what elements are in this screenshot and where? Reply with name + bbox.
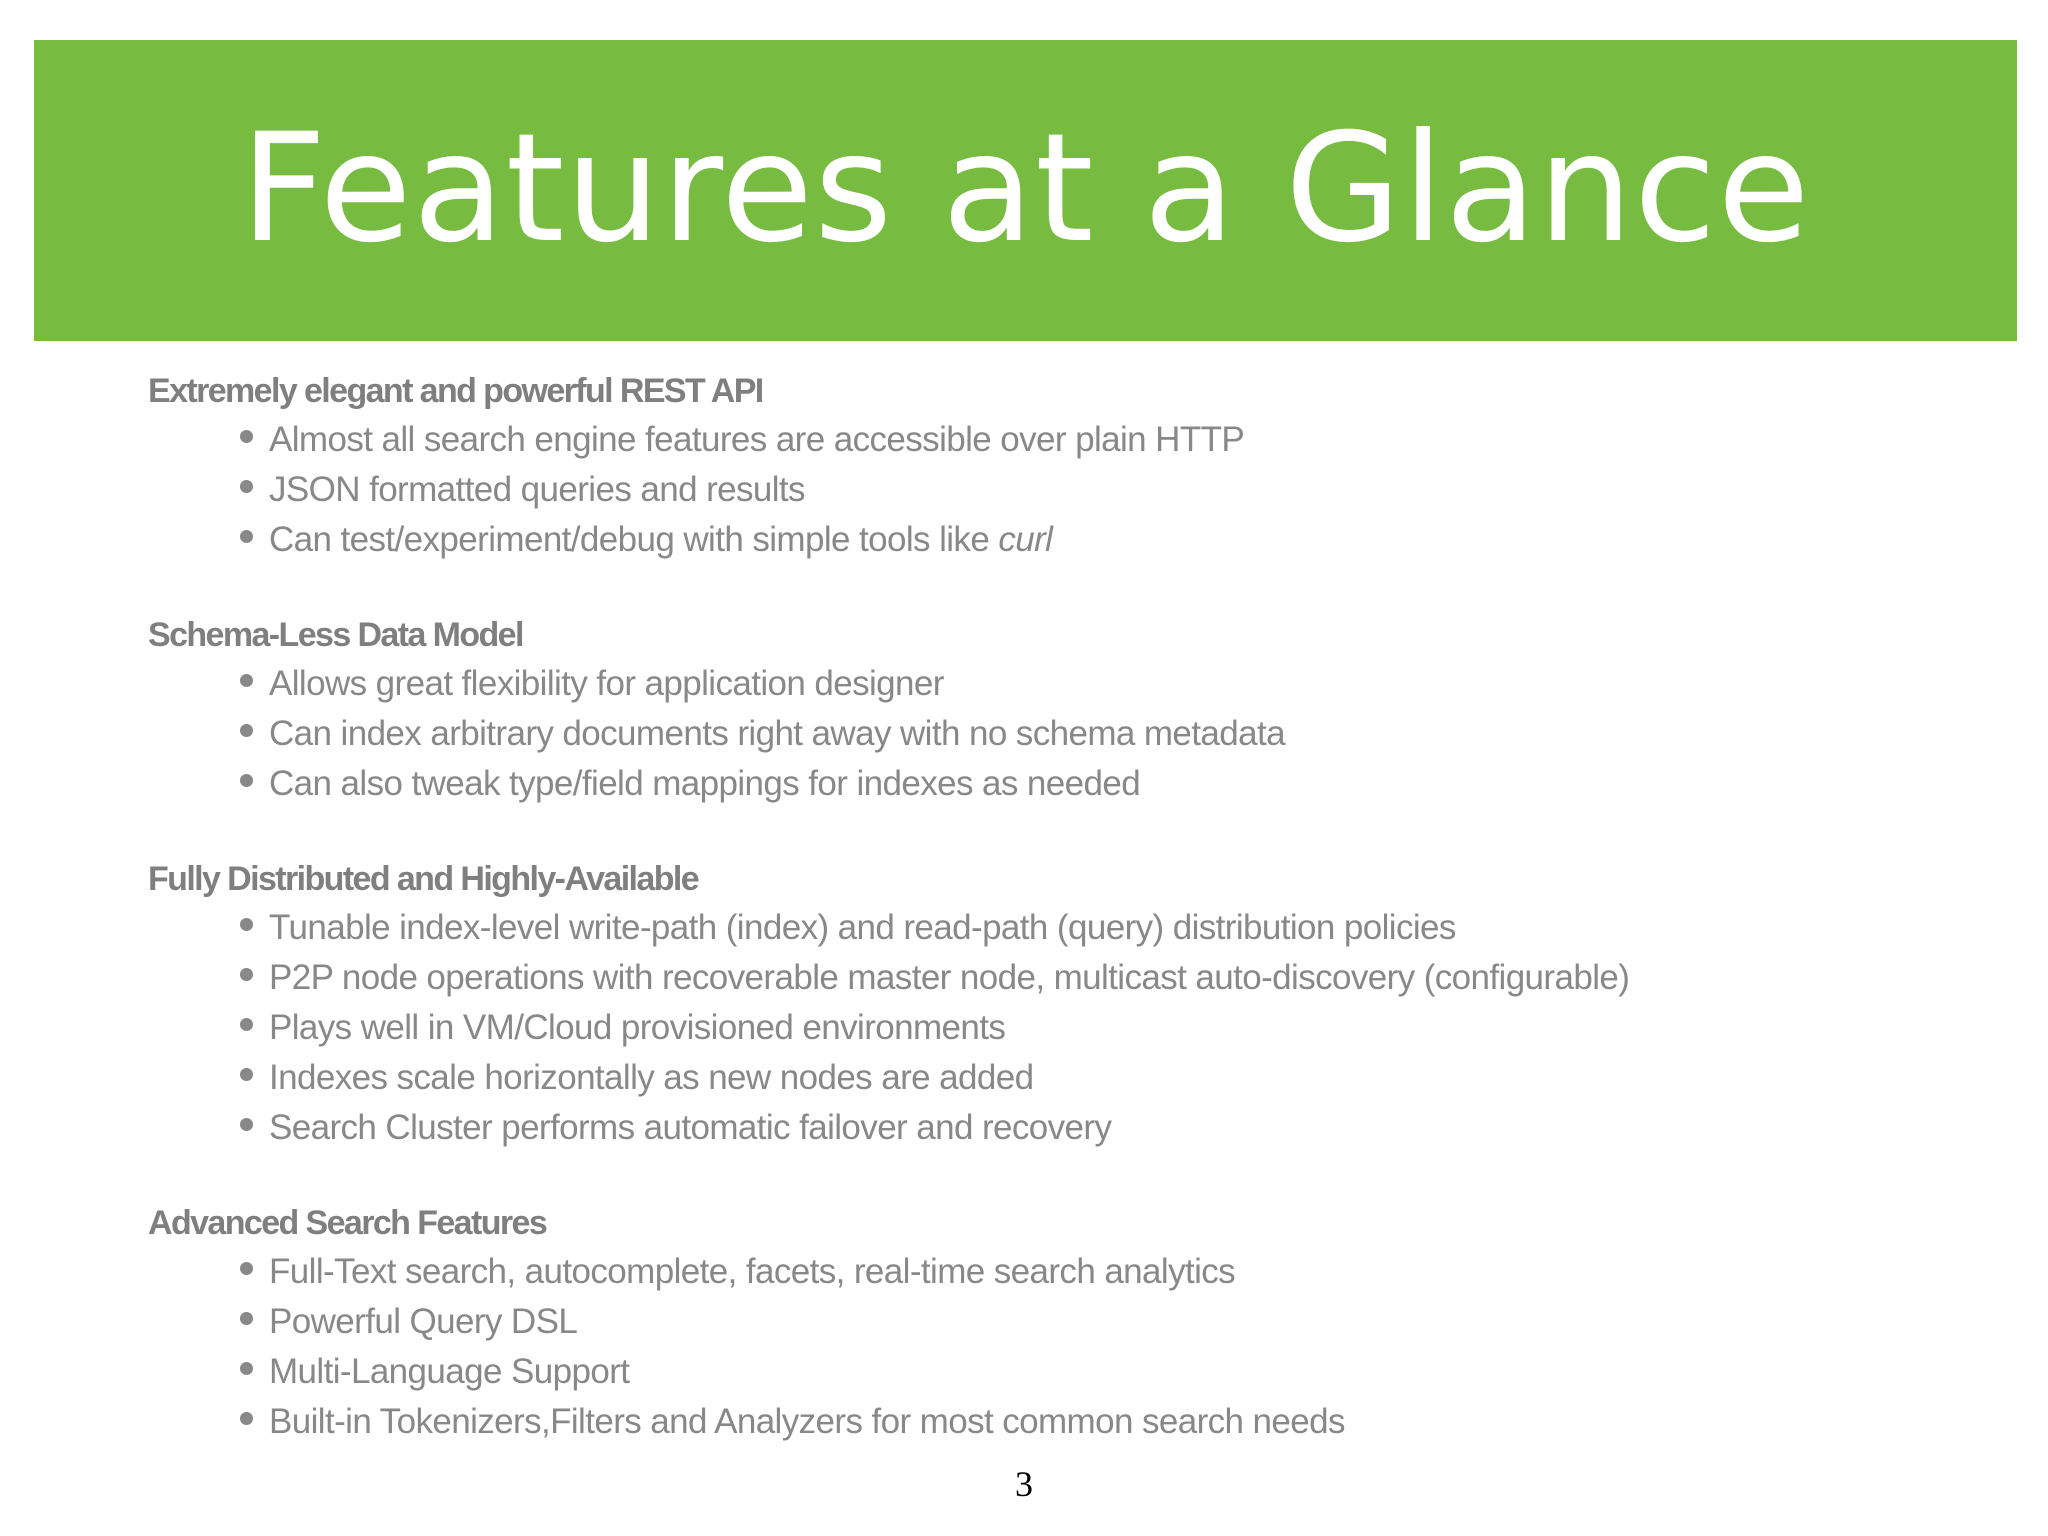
bullet-dot-icon (240, 1262, 253, 1275)
section-heading: Advanced Search Features (148, 1204, 547, 1242)
bullet-dot-icon (240, 1312, 253, 1325)
bullet-text: Can index arbitrary documents right away with no schema metadata (269, 714, 1286, 753)
bullet-item (240, 515, 1948, 565)
bullet-dot-icon (240, 968, 253, 981)
bullet-dot-icon (240, 1412, 253, 1425)
bullet-item (240, 1053, 1948, 1103)
bullet-dot-icon (240, 1068, 253, 1081)
bullet-text: Can test/experiment/debug with simple tools like (269, 520, 999, 559)
bullet-dot-icon (240, 530, 253, 543)
slide-content (148, 367, 1948, 1493)
section-advanced-search (148, 1199, 1948, 1447)
bullet-text: Full-Text search, autocomplete, facets, real-time search analytics (269, 1252, 1236, 1291)
section-rest-api (148, 367, 1948, 565)
bullet-dot-icon (240, 918, 253, 931)
bullet-emphasis: curl (998, 520, 1053, 559)
page-number: 3 (1015, 1464, 1033, 1504)
bullet-text: Search Cluster performs automatic failover and recovery (269, 1108, 1112, 1147)
bullet-text: Plays well in VM/Cloud provisioned environments (269, 1008, 1006, 1047)
section-heading: Fully Distributed and Highly-Available (148, 860, 699, 898)
bullet-dot-icon (240, 480, 253, 493)
bullet-item (240, 465, 1948, 515)
bullet-text: Built-in Tokenizers,Filters and Analyzers for most common search needs (269, 1402, 1345, 1441)
bullet-item (240, 415, 1948, 465)
bullet-item (240, 1297, 1948, 1347)
bullet-dot-icon (240, 774, 253, 787)
bullet-list (148, 415, 1948, 565)
bullet-item (240, 953, 1948, 1003)
bullet-dot-icon (240, 724, 253, 737)
bullet-list (148, 659, 1948, 809)
bullet-text: Allows great flexibility for application designer (269, 664, 944, 703)
bullet-text: JSON formatted queries and results (269, 470, 805, 509)
bullet-item (240, 1247, 1948, 1297)
bullet-text: Multi-Language Support (269, 1352, 630, 1391)
bullet-text: Indexes scale horizontally as new nodes are added (269, 1058, 1034, 1097)
bullet-text: P2P node operations with recoverable master node, multicast auto-discovery (configurable) (269, 958, 1630, 997)
section-schema-less (148, 611, 1948, 809)
bullet-dot-icon (240, 1362, 253, 1375)
bullet-text: Powerful Query DSL (269, 1302, 578, 1341)
bullet-item (240, 1003, 1948, 1053)
title-band (34, 40, 2017, 341)
bullet-dot-icon (240, 1118, 253, 1131)
bullet-dot-icon (240, 674, 253, 687)
bullet-text: Tunable index-level write-path (index) and read-path (query) distribution policies (269, 908, 1456, 947)
bullet-item (240, 759, 1948, 809)
bullet-item (240, 1397, 1948, 1447)
bullet-list (148, 903, 1948, 1153)
bullet-list (148, 1247, 1948, 1447)
section-heading: Extremely elegant and powerful REST API (148, 372, 763, 410)
bullet-text: Can also tweak type/field mappings for indexes as needed (269, 764, 1141, 803)
bullet-item (240, 903, 1948, 953)
bullet-text: Almost all search engine features are accessible over plain HTTP (269, 420, 1245, 459)
section-distributed (148, 855, 1948, 1153)
bullet-item (240, 1347, 1948, 1397)
slide-title: Features at a Glance (240, 101, 1811, 276)
bullet-dot-icon (240, 430, 253, 443)
bullet-item (240, 709, 1948, 759)
bullet-item (240, 659, 1948, 709)
section-heading: Schema-Less Data Model (148, 616, 523, 654)
bullet-dot-icon (240, 1018, 253, 1031)
bullet-item (240, 1103, 1948, 1153)
